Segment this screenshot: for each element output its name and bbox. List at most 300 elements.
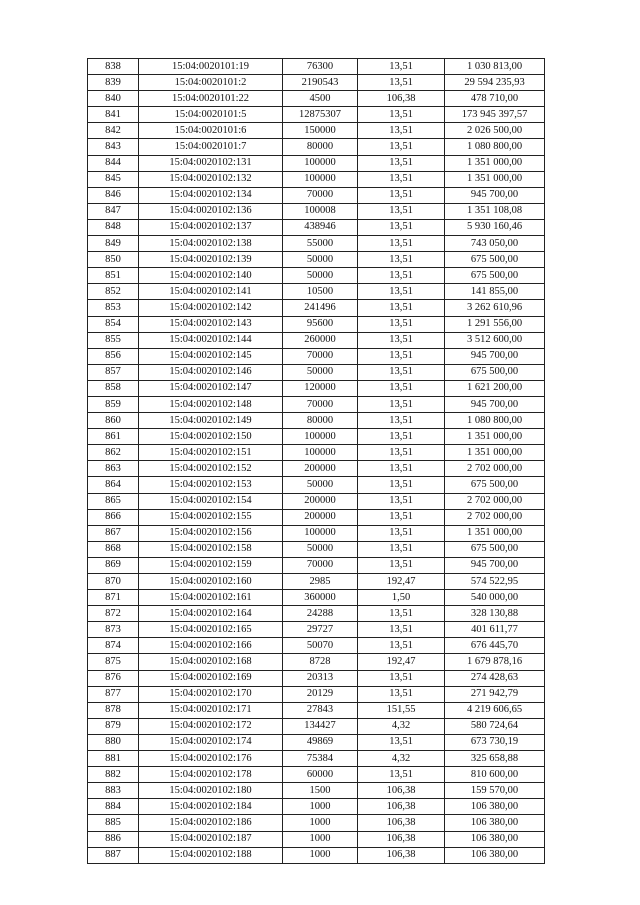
row-number-cell: 865 xyxy=(88,493,139,509)
area-cell: 1000 xyxy=(283,847,358,863)
row-number-cell: 862 xyxy=(88,445,139,461)
cadastral-number-cell: 15:04:0020102:161 xyxy=(139,590,283,606)
cadastral-value-cell: 1 291 556,00 xyxy=(445,316,545,332)
area-cell: 50000 xyxy=(283,541,358,557)
row-number-cell: 876 xyxy=(88,670,139,686)
row-number-cell: 857 xyxy=(88,364,139,380)
rate-cell: 13,51 xyxy=(358,203,445,219)
table-row xyxy=(88,107,545,123)
area-cell: 70000 xyxy=(283,396,358,412)
cadastral-value-cell: 159 570,00 xyxy=(445,783,545,799)
table-row xyxy=(88,348,545,364)
area-cell: 80000 xyxy=(283,413,358,429)
row-number-cell: 878 xyxy=(88,702,139,718)
rate-cell: 13,51 xyxy=(358,541,445,557)
rate-cell: 13,51 xyxy=(358,236,445,252)
row-number-cell: 849 xyxy=(88,236,139,252)
rate-cell: 13,51 xyxy=(358,300,445,316)
cadastral-value-cell: 173 945 397,57 xyxy=(445,107,545,123)
row-number-cell: 854 xyxy=(88,316,139,332)
area-cell: 200000 xyxy=(283,461,358,477)
rate-cell: 106,38 xyxy=(358,783,445,799)
area-cell: 20129 xyxy=(283,686,358,702)
area-cell: 75384 xyxy=(283,751,358,767)
row-number-cell: 845 xyxy=(88,171,139,187)
cadastral-value-cell: 1 351 000,00 xyxy=(445,155,545,171)
rate-cell: 13,51 xyxy=(358,380,445,396)
cadastral-number-cell: 15:04:0020102:165 xyxy=(139,622,283,638)
cadastral-number-cell: 15:04:0020102:160 xyxy=(139,574,283,590)
rate-cell: 13,51 xyxy=(358,557,445,573)
area-cell: 100000 xyxy=(283,445,358,461)
cadastral-value-cell: 2 702 000,00 xyxy=(445,493,545,509)
cadastral-value-cell: 574 522,95 xyxy=(445,574,545,590)
cadastral-number-cell: 15:04:0020102:140 xyxy=(139,268,283,284)
area-cell: 50000 xyxy=(283,252,358,268)
table-row xyxy=(88,268,545,284)
rate-cell: 106,38 xyxy=(358,815,445,831)
cadastral-value-cell: 945 700,00 xyxy=(445,348,545,364)
table-row xyxy=(88,654,545,670)
area-cell: 12875307 xyxy=(283,107,358,123)
row-number-cell: 838 xyxy=(88,59,139,75)
row-number-cell: 860 xyxy=(88,413,139,429)
area-cell: 150000 xyxy=(283,123,358,139)
rate-cell: 13,51 xyxy=(358,364,445,380)
cadastral-value-cell: 673 730,19 xyxy=(445,734,545,750)
row-number-cell: 861 xyxy=(88,429,139,445)
area-cell: 50000 xyxy=(283,268,358,284)
rate-cell: 151,55 xyxy=(358,702,445,718)
cadastral-number-cell: 15:04:0020102:156 xyxy=(139,525,283,541)
table-row xyxy=(88,734,545,750)
rate-cell: 13,51 xyxy=(358,638,445,654)
cadastral-number-cell: 15:04:0020102:171 xyxy=(139,702,283,718)
table-row xyxy=(88,123,545,139)
table-row xyxy=(88,187,545,203)
table-row xyxy=(88,75,545,91)
cadastral-number-cell: 15:04:0020102:148 xyxy=(139,396,283,412)
area-cell: 29727 xyxy=(283,622,358,638)
table-row xyxy=(88,219,545,235)
row-number-cell: 859 xyxy=(88,396,139,412)
cadastral-number-cell: 15:04:0020102:150 xyxy=(139,429,283,445)
cadastral-number-cell: 15:04:0020101:22 xyxy=(139,91,283,107)
row-number-cell: 848 xyxy=(88,219,139,235)
cadastral-value-cell: 540 000,00 xyxy=(445,590,545,606)
rate-cell: 13,51 xyxy=(358,252,445,268)
cadastral-number-cell: 15:04:0020102:151 xyxy=(139,445,283,461)
area-cell: 24288 xyxy=(283,606,358,622)
area-cell: 100000 xyxy=(283,155,358,171)
rate-cell: 13,51 xyxy=(358,59,445,75)
cadastral-number-cell: 15:04:0020102:149 xyxy=(139,413,283,429)
cadastral-number-cell: 15:04:0020102:166 xyxy=(139,638,283,654)
area-cell: 100000 xyxy=(283,171,358,187)
area-cell: 100000 xyxy=(283,525,358,541)
table-row xyxy=(88,815,545,831)
rate-cell: 106,38 xyxy=(358,847,445,863)
area-cell: 200000 xyxy=(283,509,358,525)
area-cell: 76300 xyxy=(283,59,358,75)
cadastral-number-cell: 15:04:0020102:155 xyxy=(139,509,283,525)
area-cell: 55000 xyxy=(283,236,358,252)
rate-cell: 13,51 xyxy=(358,348,445,364)
cadastral-value-cell: 945 700,00 xyxy=(445,396,545,412)
cadastral-number-cell: 15:04:0020102:180 xyxy=(139,783,283,799)
rate-cell: 13,51 xyxy=(358,525,445,541)
row-number-cell: 841 xyxy=(88,107,139,123)
cadastral-number-cell: 15:04:0020102:147 xyxy=(139,380,283,396)
rate-cell: 106,38 xyxy=(358,831,445,847)
rate-cell: 13,51 xyxy=(358,686,445,702)
rate-cell: 13,51 xyxy=(358,107,445,123)
table-row xyxy=(88,831,545,847)
rate-cell: 13,51 xyxy=(358,429,445,445)
cadastral-value-cell: 580 724,64 xyxy=(445,718,545,734)
table-row xyxy=(88,364,545,380)
rate-cell: 13,51 xyxy=(358,493,445,509)
rate-cell: 13,51 xyxy=(358,461,445,477)
row-number-cell: 871 xyxy=(88,590,139,606)
cadastral-number-cell: 15:04:0020102:144 xyxy=(139,332,283,348)
table-row xyxy=(88,139,545,155)
cadastral-number-cell: 15:04:0020102:164 xyxy=(139,606,283,622)
rate-cell: 13,51 xyxy=(358,139,445,155)
cadastral-value-cell: 1 351 108,08 xyxy=(445,203,545,219)
table-row xyxy=(88,751,545,767)
table-row xyxy=(88,396,545,412)
rate-cell: 13,51 xyxy=(358,477,445,493)
area-cell: 70000 xyxy=(283,187,358,203)
cadastral-number-cell: 15:04:0020102:142 xyxy=(139,300,283,316)
table-row xyxy=(88,252,545,268)
rate-cell: 13,51 xyxy=(358,509,445,525)
rate-cell: 13,51 xyxy=(358,606,445,622)
table-row xyxy=(88,300,545,316)
cadastral-number-cell: 15:04:0020101:6 xyxy=(139,123,283,139)
row-number-cell: 852 xyxy=(88,284,139,300)
area-cell: 10500 xyxy=(283,284,358,300)
area-cell: 8728 xyxy=(283,654,358,670)
cadastral-value-cell: 945 700,00 xyxy=(445,557,545,573)
row-number-cell: 843 xyxy=(88,139,139,155)
cadastral-number-cell: 15:04:0020102:186 xyxy=(139,815,283,831)
area-cell: 95600 xyxy=(283,316,358,332)
cadastral-number-cell: 15:04:0020102:187 xyxy=(139,831,283,847)
area-cell: 1500 xyxy=(283,783,358,799)
area-cell: 1000 xyxy=(283,815,358,831)
table-row xyxy=(88,606,545,622)
table-body xyxy=(88,59,545,864)
row-number-cell: 851 xyxy=(88,268,139,284)
row-number-cell: 883 xyxy=(88,783,139,799)
rate-cell: 13,51 xyxy=(358,734,445,750)
row-number-cell: 885 xyxy=(88,815,139,831)
cadastral-number-cell: 15:04:0020102:172 xyxy=(139,718,283,734)
table-row xyxy=(88,316,545,332)
rate-cell: 13,51 xyxy=(358,268,445,284)
row-number-cell: 863 xyxy=(88,461,139,477)
rate-cell: 4,32 xyxy=(358,751,445,767)
cadastral-number-cell: 15:04:0020102:152 xyxy=(139,461,283,477)
cadastral-value-cell: 675 500,00 xyxy=(445,252,545,268)
rate-cell: 13,51 xyxy=(358,284,445,300)
rate-cell: 13,51 xyxy=(358,171,445,187)
area-cell: 360000 xyxy=(283,590,358,606)
area-cell: 27843 xyxy=(283,702,358,718)
table-row xyxy=(88,413,545,429)
rate-cell: 13,51 xyxy=(358,332,445,348)
cadastral-value-cell: 675 500,00 xyxy=(445,477,545,493)
cadastral-value-cell: 106 380,00 xyxy=(445,815,545,831)
cadastral-number-cell: 15:04:0020102:146 xyxy=(139,364,283,380)
area-cell: 100008 xyxy=(283,203,358,219)
cadastral-value-cell: 1 679 878,16 xyxy=(445,654,545,670)
row-number-cell: 866 xyxy=(88,509,139,525)
row-number-cell: 869 xyxy=(88,557,139,573)
rate-cell: 1,50 xyxy=(358,590,445,606)
cadastral-value-cell: 676 445,70 xyxy=(445,638,545,654)
cadastral-value-cell: 274 428,63 xyxy=(445,670,545,686)
cadastral-value-cell: 1 080 800,00 xyxy=(445,413,545,429)
table-row xyxy=(88,718,545,734)
cadastral-value-cell: 2 026 500,00 xyxy=(445,123,545,139)
cadastral-value-cell: 2 702 000,00 xyxy=(445,509,545,525)
row-number-cell: 870 xyxy=(88,574,139,590)
rate-cell: 4,32 xyxy=(358,718,445,734)
table-row xyxy=(88,445,545,461)
cadastral-number-cell: 15:04:0020102:137 xyxy=(139,219,283,235)
area-cell: 70000 xyxy=(283,348,358,364)
table-row xyxy=(88,461,545,477)
cadastral-value-cell: 2 702 000,00 xyxy=(445,461,545,477)
row-number-cell: 847 xyxy=(88,203,139,219)
table-row xyxy=(88,525,545,541)
cadastral-value-cell: 106 380,00 xyxy=(445,799,545,815)
area-cell: 70000 xyxy=(283,557,358,573)
area-cell: 80000 xyxy=(283,139,358,155)
area-cell: 50000 xyxy=(283,364,358,380)
area-cell: 260000 xyxy=(283,332,358,348)
cadastral-number-cell: 15:04:0020102:159 xyxy=(139,557,283,573)
area-cell: 50000 xyxy=(283,477,358,493)
rate-cell: 13,51 xyxy=(358,622,445,638)
table-row xyxy=(88,203,545,219)
table-row xyxy=(88,493,545,509)
area-cell: 1000 xyxy=(283,831,358,847)
area-cell: 2190543 xyxy=(283,75,358,91)
area-cell: 4500 xyxy=(283,91,358,107)
cadastral-number-cell: 15:04:0020102:176 xyxy=(139,751,283,767)
table-row xyxy=(88,638,545,654)
area-cell: 120000 xyxy=(283,380,358,396)
cadastral-number-cell: 15:04:0020102:132 xyxy=(139,171,283,187)
table-row xyxy=(88,429,545,445)
table-row xyxy=(88,574,545,590)
area-cell: 2985 xyxy=(283,574,358,590)
rate-cell: 13,51 xyxy=(358,767,445,783)
cadastral-number-cell: 15:04:0020102:131 xyxy=(139,155,283,171)
rate-cell: 106,38 xyxy=(358,799,445,815)
row-number-cell: 853 xyxy=(88,300,139,316)
cadastral-value-cell: 945 700,00 xyxy=(445,187,545,203)
cadastral-number-cell: 15:04:0020102:134 xyxy=(139,187,283,203)
row-number-cell: 881 xyxy=(88,751,139,767)
rate-cell: 13,51 xyxy=(358,670,445,686)
rate-cell: 13,51 xyxy=(358,219,445,235)
table-row xyxy=(88,509,545,525)
cadastral-value-cell: 106 380,00 xyxy=(445,831,545,847)
cadastral-number-cell: 15:04:0020102:158 xyxy=(139,541,283,557)
row-number-cell: 850 xyxy=(88,252,139,268)
rate-cell: 13,51 xyxy=(358,316,445,332)
rate-cell: 192,47 xyxy=(358,574,445,590)
row-number-cell: 875 xyxy=(88,654,139,670)
cadastral-value-cell: 1 351 000,00 xyxy=(445,445,545,461)
cadastral-value-cell: 4 219 606,65 xyxy=(445,702,545,718)
cadastral-number-cell: 15:04:0020101:5 xyxy=(139,107,283,123)
row-number-cell: 864 xyxy=(88,477,139,493)
row-number-cell: 846 xyxy=(88,187,139,203)
rate-cell: 13,51 xyxy=(358,155,445,171)
row-number-cell: 880 xyxy=(88,734,139,750)
cadastral-number-cell: 15:04:0020102:188 xyxy=(139,847,283,863)
table-row xyxy=(88,91,545,107)
cadastral-number-cell: 15:04:0020102:154 xyxy=(139,493,283,509)
rate-cell: 13,51 xyxy=(358,445,445,461)
row-number-cell: 882 xyxy=(88,767,139,783)
area-cell: 60000 xyxy=(283,767,358,783)
row-number-cell: 877 xyxy=(88,686,139,702)
cadastral-number-cell: 15:04:0020102:138 xyxy=(139,236,283,252)
row-number-cell: 868 xyxy=(88,541,139,557)
row-number-cell: 842 xyxy=(88,123,139,139)
table-row xyxy=(88,799,545,815)
cadastral-value-cell: 5 930 160,46 xyxy=(445,219,545,235)
row-number-cell: 879 xyxy=(88,718,139,734)
row-number-cell: 884 xyxy=(88,799,139,815)
row-number-cell: 858 xyxy=(88,380,139,396)
cadastral-value-cell: 1 621 200,00 xyxy=(445,380,545,396)
rate-cell: 192,47 xyxy=(358,654,445,670)
row-number-cell: 886 xyxy=(88,831,139,847)
row-number-cell: 867 xyxy=(88,525,139,541)
row-number-cell: 887 xyxy=(88,847,139,863)
cadastral-value-cell: 141 855,00 xyxy=(445,284,545,300)
cadastral-number-cell: 15:04:0020102:143 xyxy=(139,316,283,332)
table-row xyxy=(88,155,545,171)
table-row xyxy=(88,702,545,718)
cadastral-value-cell: 1 351 000,00 xyxy=(445,525,545,541)
row-number-cell: 840 xyxy=(88,91,139,107)
row-number-cell: 872 xyxy=(88,606,139,622)
table-row xyxy=(88,847,545,863)
cadastral-value-cell: 401 611,77 xyxy=(445,622,545,638)
cadastral-number-cell: 15:04:0020101:19 xyxy=(139,59,283,75)
cadastral-value-cell: 743 050,00 xyxy=(445,236,545,252)
table-row xyxy=(88,332,545,348)
rate-cell: 13,51 xyxy=(358,123,445,139)
table-row xyxy=(88,380,545,396)
area-cell: 50070 xyxy=(283,638,358,654)
rate-cell: 13,51 xyxy=(358,413,445,429)
cadastral-number-cell: 15:04:0020102:174 xyxy=(139,734,283,750)
cadastral-value-cell: 1 351 000,00 xyxy=(445,429,545,445)
cadastral-value-table xyxy=(87,58,545,864)
table-row xyxy=(88,622,545,638)
area-cell: 100000 xyxy=(283,429,358,445)
area-cell: 241496 xyxy=(283,300,358,316)
area-cell: 134427 xyxy=(283,718,358,734)
cadastral-number-cell: 15:04:0020102:141 xyxy=(139,284,283,300)
cadastral-value-cell: 1 030 813,00 xyxy=(445,59,545,75)
cadastral-value-cell: 325 658,88 xyxy=(445,751,545,767)
cadastral-value-cell: 29 594 235,93 xyxy=(445,75,545,91)
row-number-cell: 873 xyxy=(88,622,139,638)
area-cell: 1000 xyxy=(283,799,358,815)
cadastral-value-cell: 3 512 600,00 xyxy=(445,332,545,348)
cadastral-value-cell: 1 351 000,00 xyxy=(445,171,545,187)
area-cell: 20313 xyxy=(283,670,358,686)
cadastral-number-cell: 15:04:0020102:136 xyxy=(139,203,283,219)
table-row xyxy=(88,557,545,573)
table-row xyxy=(88,686,545,702)
table-row xyxy=(88,767,545,783)
cadastral-value-cell: 478 710,00 xyxy=(445,91,545,107)
table-row xyxy=(88,541,545,557)
cadastral-number-cell: 15:04:0020101:7 xyxy=(139,139,283,155)
rate-cell: 106,38 xyxy=(358,91,445,107)
table-row xyxy=(88,477,545,493)
table-row xyxy=(88,590,545,606)
table-row xyxy=(88,783,545,799)
row-number-cell: 856 xyxy=(88,348,139,364)
area-cell: 49869 xyxy=(283,734,358,750)
row-number-cell: 874 xyxy=(88,638,139,654)
cadastral-number-cell: 15:04:0020102:145 xyxy=(139,348,283,364)
table-row xyxy=(88,171,545,187)
cadastral-number-cell: 15:04:0020102:178 xyxy=(139,767,283,783)
table-row xyxy=(88,236,545,252)
cadastral-value-cell: 3 262 610,96 xyxy=(445,300,545,316)
cadastral-value-cell: 810 600,00 xyxy=(445,767,545,783)
cadastral-value-cell: 328 130,88 xyxy=(445,606,545,622)
row-number-cell: 839 xyxy=(88,75,139,91)
cadastral-value-cell: 271 942,79 xyxy=(445,686,545,702)
cadastral-value-cell: 675 500,00 xyxy=(445,268,545,284)
cadastral-value-cell: 675 500,00 xyxy=(445,364,545,380)
table-row xyxy=(88,284,545,300)
rate-cell: 13,51 xyxy=(358,75,445,91)
cadastral-number-cell: 15:04:0020102:168 xyxy=(139,654,283,670)
cadastral-number-cell: 15:04:0020102:153 xyxy=(139,477,283,493)
cadastral-number-cell: 15:04:0020101:2 xyxy=(139,75,283,91)
area-cell: 200000 xyxy=(283,493,358,509)
cadastral-number-cell: 15:04:0020102:139 xyxy=(139,252,283,268)
area-cell: 438946 xyxy=(283,219,358,235)
cadastral-value-cell: 675 500,00 xyxy=(445,541,545,557)
table-row xyxy=(88,670,545,686)
cadastral-number-cell: 15:04:0020102:169 xyxy=(139,670,283,686)
rate-cell: 13,51 xyxy=(358,187,445,203)
row-number-cell: 855 xyxy=(88,332,139,348)
row-number-cell: 844 xyxy=(88,155,139,171)
cadastral-value-cell: 1 080 800,00 xyxy=(445,139,545,155)
cadastral-value-cell: 106 380,00 xyxy=(445,847,545,863)
cadastral-number-cell: 15:04:0020102:184 xyxy=(139,799,283,815)
table-row xyxy=(88,59,545,75)
